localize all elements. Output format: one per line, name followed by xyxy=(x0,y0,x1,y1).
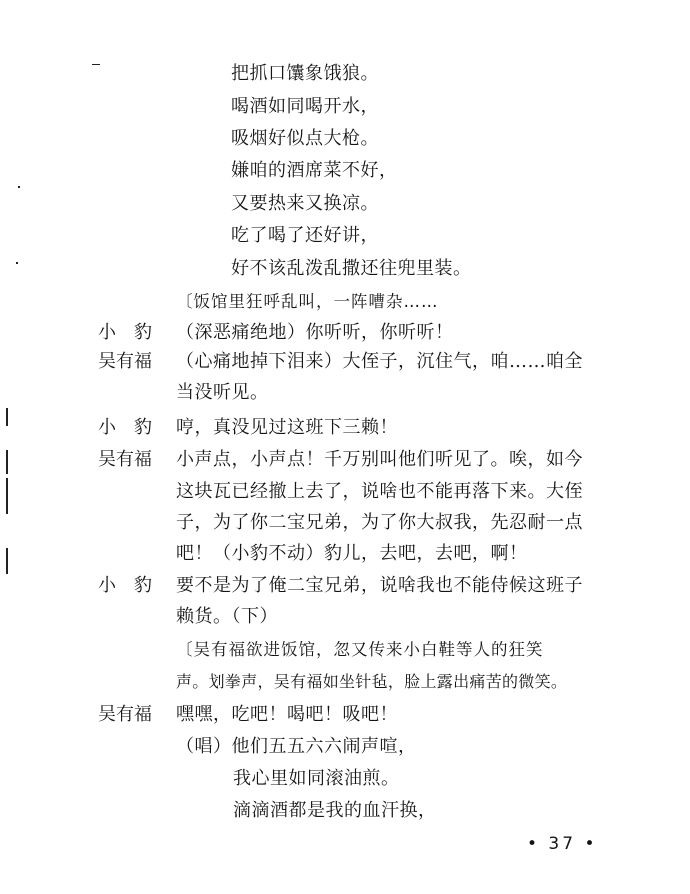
scan-speck xyxy=(18,186,20,188)
verse-line: 滴滴酒都是我的血汗换， xyxy=(233,800,437,821)
verse-line: 喝酒如同喝开水， xyxy=(231,96,379,117)
verse-line: 嫌咱的酒席菜不好， xyxy=(231,160,398,181)
verse-line: 我心里如同滚油煎。 xyxy=(233,768,400,789)
song-line: （唱）他们五五六六闹声喧， xyxy=(176,736,417,757)
dialogue-line: 子，为了你二宝兄弟，为了你大叔我，先忍耐一点 xyxy=(176,512,583,533)
dialogue-line: 吧！（小豹不动）豹儿，去吧，去吧，啊！ xyxy=(176,543,528,564)
speaker-name: 小 豹 xyxy=(98,417,152,438)
dialogue-line: （心痛地掉下泪来）大侄子，沉住气，咱……咱全 xyxy=(176,351,583,372)
scan-mark xyxy=(6,548,8,574)
dialogue-line: 这块瓦已经撤上去了，说啥也不能再落下来。大侄 xyxy=(176,481,583,502)
scan-speck xyxy=(16,262,18,264)
verse-line: 把抓口馕象饿狼。 xyxy=(231,63,379,84)
stage-direction: 〔吴有福欲进饭馆，忽又传来小白鞋等人的狂笑 xyxy=(176,640,544,659)
scan-mark xyxy=(6,478,8,514)
dialogue-line: 要不是为了俺二宝兄弟，说啥我也不能侍候这班子 xyxy=(176,575,583,596)
verse-line: 吃了喝了还好讲， xyxy=(231,225,379,246)
page-number: • 37 • xyxy=(527,834,598,854)
scan-mark xyxy=(6,408,8,426)
stage-direction: 〔饭馆里狂呼乱叫，一阵嘈杂…… xyxy=(176,292,439,311)
verse-line: 吸烟好似点大枪。 xyxy=(231,128,379,149)
speaker-name: 吴有福 xyxy=(98,449,152,470)
scan-speck xyxy=(92,64,100,65)
dialogue-line: 当没听见。 xyxy=(176,382,269,403)
speaker-name: 小 豹 xyxy=(98,322,152,343)
speaker-name: 吴有福 xyxy=(98,704,152,725)
verse-line: 又要热来又换凉。 xyxy=(231,193,379,214)
dialogue-line: 小声点，小声点！千万别叫他们听见了。唉，如今 xyxy=(176,449,583,470)
verse-line: 好不该乱泼乱撒还往兜里装。 xyxy=(231,258,472,279)
dialogue-line: 嘿嘿，吃吧！喝吧！吸吧！ xyxy=(176,704,398,725)
speaker-name: 吴有福 xyxy=(98,351,152,372)
dialogue-line: （深恶痛绝地）你听听，你听听！ xyxy=(176,322,454,343)
scan-mark xyxy=(6,450,8,474)
stage-direction: 声。划拳声，吴有福如坐针毡，脸上露出痛苦的微笑。 xyxy=(176,672,568,691)
dialogue-line: 赖货。（下） xyxy=(176,606,278,627)
speaker-name: 小 豹 xyxy=(98,575,152,596)
dialogue-line: 哼，真没见过这班下三赖！ xyxy=(176,417,398,438)
